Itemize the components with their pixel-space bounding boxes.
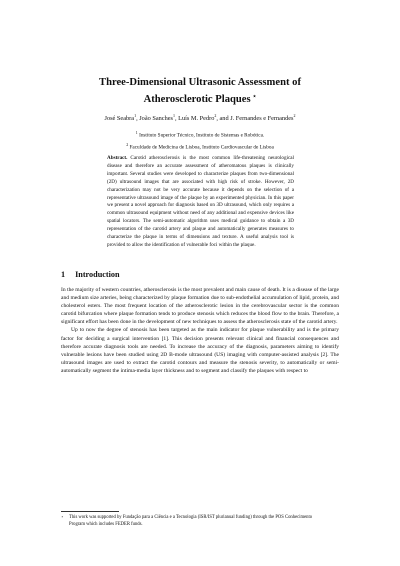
affiliation-text: Instituto Superior Técnico, Instituto de Sistemas e Robótica.: [139, 132, 265, 139]
footnote-mark: ⋆: [61, 514, 64, 519]
author-affiliation-mark: 1: [134, 113, 137, 118]
title-line-2: [60, 90, 340, 107]
author-separator: ,: [136, 115, 140, 123]
author-name: João Sanches: [139, 115, 173, 123]
title-footnote-mark: ⋆: [252, 94, 257, 100]
footnote-rule: [61, 511, 119, 512]
author-name: Luís M. Pedro: [178, 115, 215, 123]
section-title: Introduction: [75, 270, 120, 279]
author-list: [40, 113, 360, 122]
author-affiliation-mark: 2: [214, 113, 217, 118]
footnote-text: This work was supported by Fundação para a Ciência e a Tecnologia (ISR/IST plurianual funding) through the POS Conhecimento Program which includes FEDER funds.: [69, 515, 313, 528]
affiliation-mark: 2: [126, 141, 129, 147]
body-text: [61, 286, 339, 375]
abstract-label: Abstract.: [107, 155, 128, 161]
author-affiliation-mark: 2: [293, 113, 296, 118]
author-name: José Seabra: [104, 115, 135, 123]
title-line-1: Three-Dimensional Ultrasonic Assessment of: [99, 77, 301, 88]
body-paragraph: Up to now the degree of stenosis has been targeted as the main indicator for plaque vulnerability and is the primary factor for deciding a surgical intervention [1]. This decision presents relevant clinical and financial consequences and therefore accurate diagnosis tools are needed. To increase the accuracy of the diagnosis, parameters aiming to identify vulnerable lesions have been studied using 2D B-mode ultrasound (US) imaging with computer-assisted analysis [2]. The ultrasound images are used to extract the carotid contours and measure the stenosis severity, to automatically or semi-automatically segment the intima-media layer thickness and to segment and classify the plaques with respect to: [61, 327, 339, 374]
affiliation-item: [60, 141, 340, 153]
affiliation-mark: 1: [135, 130, 138, 135]
paper-title: [60, 76, 340, 107]
title-line-2-text: Atherosclerotic Plaques: [143, 94, 251, 105]
body-paragraph: In the majority of western countries, atherosclerosis is the most prevalent and main cause of death. It is a disease of the large and medium size arteries, being characterized by plaque formation due to sub-endothelial accumulation of lipid, protein, and cholesterol esters. The most frequent location of the atherosclerotic lesion in the cerebrovascular sector is the common carotid bifurcation where plaque formation tends to produce stenosis which reduces the blood flow to the brain. Therefore, a significant effort has been done in the development of new techniques to assess the atherosclerosis state of the carotid artery.: [61, 287, 339, 326]
author-name: J. Fernandes e Fernandes: [230, 115, 294, 123]
affiliation-list: [60, 129, 340, 152]
author-separator: ,: [174, 115, 179, 123]
section-heading: [61, 270, 120, 279]
abstract-text: Carotid atherosclerosis is the most common life-threatening neurological disease and therefore an accurate assessment of atheromatous plaques is clinically important. Several studies were developed to characterize plaques from two-dimensional (2D) ultrasound images that are associated with high risk of stroke. However, 2D characterization may not be very accurate because it depends on the selection of a representative ultrasound image of the plaque by an experimented physician. In this paper we present a novel approach for diagnosis based on 3D ultrasound, which only requires a common ultrasound equipment without need of any additional and expensive devices like spatial locators. The semi-automatic algorithm uses medical guidance to obtain a 3D representation of the carotid artery and plaque and automatically generates measures to characterize the plaque in terms of dimensions and texture. A useful analysis tool is provided to allow the identification of vulnerable foci within the plaque.: [107, 155, 294, 248]
footnote: [61, 514, 323, 529]
affiliation-item: [60, 129, 340, 141]
author-affiliation-mark: 1: [172, 113, 175, 118]
section-number: 1: [61, 270, 66, 279]
affiliation-text: Faculdade de Medicina de Lisboa, Instituto Cardiovascular de Lisboa: [129, 144, 274, 151]
author-separator: , and: [216, 115, 231, 123]
abstract: [107, 155, 294, 250]
